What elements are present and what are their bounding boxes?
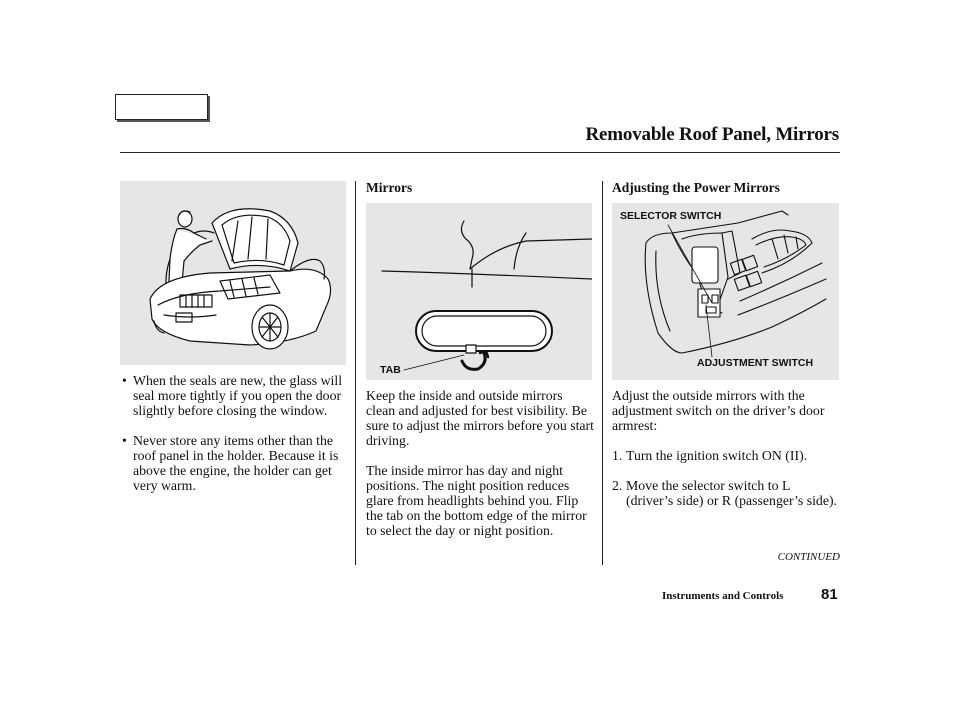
selector-switch-callout: SELECTOR SWITCH [620, 210, 722, 222]
step-number: 1. [612, 448, 623, 463]
roof-panel-illustration [120, 181, 346, 365]
title-divider [120, 152, 840, 153]
power-mirrors-heading: Adjusting the Power Mirrors [612, 180, 780, 195]
page-number: 81 [821, 586, 838, 603]
middle-column-text [366, 388, 594, 538]
footer-section-name: Instruments and Controls [662, 590, 784, 602]
step-number: 2. [612, 478, 623, 493]
left-column-text [120, 373, 348, 493]
mirrors-heading: Mirrors [366, 180, 413, 195]
continued-label: CONTINUED [777, 551, 840, 563]
column-divider-right [602, 181, 603, 565]
mirror-switch-illustration [612, 203, 839, 380]
right-column-text [612, 388, 840, 508]
intro-paragraph: Adjust the outside mirrors with the adjustment switch on the driver’s door armrest: [612, 388, 825, 433]
paragraph: The inside mirror has day and night positions. The night position reduces glare from headlights behind you. Flip the tab on the bottom edge of the mirror to select the day or night position. [366, 463, 587, 538]
bullet-item: • Never store any items other than the roof panel in the holder. Because it is above the engine, the holder can get very warm. [120, 433, 348, 493]
column-divider-left [355, 181, 356, 565]
step-text: Turn the ignition switch ON (II). [626, 448, 808, 463]
adjustment-switch-callout: ADJUSTMENT SWITCH [697, 357, 814, 369]
step-text: Move the selector switch to L (driver’s side) or R (passenger’s side). [626, 478, 837, 508]
tab-callout: TAB [380, 364, 401, 376]
section-nav-box[interactable] [115, 94, 208, 120]
step-item [612, 478, 840, 508]
paragraph: Keep the inside and outside mirrors clean and adjusted for best visibility. Be sure to adjust the mirrors before you start driving. [366, 388, 594, 448]
bullet-item: • When the seals are new, the glass will seal more tightly if you open the door slightly before closing the window. [120, 373, 348, 418]
inside-mirror-illustration [366, 203, 592, 380]
step-item [612, 448, 840, 463]
page-title: Removable Roof Panel, Mirrors [585, 124, 839, 145]
